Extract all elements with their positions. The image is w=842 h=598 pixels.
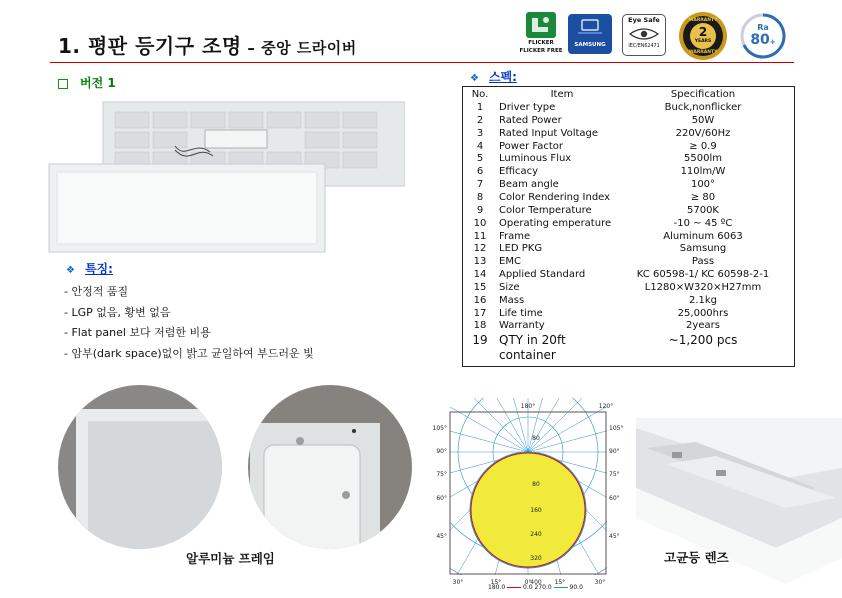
spec-no: 14 bbox=[473, 269, 487, 281]
spec-header-no: No. bbox=[471, 89, 489, 100]
title-sub: – 중앙 드라이버 bbox=[241, 39, 357, 57]
spec-item: Warranty bbox=[499, 320, 545, 332]
spec-no: 11 bbox=[473, 230, 487, 242]
spec-no: 19 bbox=[472, 333, 488, 348]
spec-value: 5500lm bbox=[684, 153, 722, 165]
spec-no: 5 bbox=[476, 153, 484, 165]
frame-back-photo bbox=[240, 385, 420, 565]
polar-angle-label: 75° bbox=[436, 471, 447, 478]
polar-radial-label: 320 bbox=[530, 555, 542, 562]
polar-distribution-diagram bbox=[430, 398, 630, 598]
diamond-bullet-icon: ❖ bbox=[66, 265, 75, 276]
spec-value: 25,000hrs bbox=[677, 307, 729, 319]
spec-item: Rated Power bbox=[499, 114, 562, 126]
spec-value: L1280×W320×H27mm bbox=[644, 281, 762, 293]
spec-value: -10 ~ 45 ºC bbox=[673, 217, 733, 229]
spec-value: Aluminum 6063 bbox=[663, 230, 743, 242]
spec-item: Color Rendering Index bbox=[499, 191, 611, 203]
spec-value: 220V/60Hz bbox=[675, 127, 731, 139]
spec-item: LED PKG bbox=[499, 243, 543, 255]
title-main: 1. 평판 등기구 조명 bbox=[58, 34, 242, 58]
spec-no: 2 bbox=[476, 114, 484, 126]
diamond-bullet-icon: ❖ bbox=[470, 73, 479, 84]
polar-angle-label: 60° bbox=[609, 495, 620, 502]
spec-item: QTY in 20ft container bbox=[499, 333, 566, 363]
spec-value: 110lm/W bbox=[680, 166, 726, 178]
spec-header-item: Item bbox=[550, 89, 574, 100]
polar-angle-label: 30° bbox=[452, 579, 464, 586]
warranty-years: YEARS bbox=[694, 39, 712, 44]
spec-heading bbox=[470, 66, 517, 85]
spec-value: 50W bbox=[691, 114, 715, 126]
spec-no: 4 bbox=[476, 140, 484, 152]
legend-blue-line bbox=[554, 587, 568, 588]
spec-value: 2.1kg bbox=[688, 294, 718, 306]
spec-item: Driver type bbox=[499, 102, 556, 113]
frame-corner-photo bbox=[50, 385, 238, 565]
polar-angle-label: 45° bbox=[436, 533, 447, 540]
spec-value: ~1,200 pcs bbox=[668, 333, 738, 348]
spec-no: 18 bbox=[473, 320, 487, 332]
spec-value: ≥ 0.9 bbox=[689, 140, 717, 152]
spec-no: 10 bbox=[473, 217, 487, 229]
legend-red-line bbox=[507, 587, 521, 588]
version-label: 버전 1 bbox=[80, 76, 116, 90]
spec-no: 8 bbox=[476, 191, 484, 203]
spec-no: 1 bbox=[476, 102, 484, 113]
features-title: 특징: bbox=[84, 262, 113, 276]
polar-angle-label: 45° bbox=[609, 533, 620, 540]
polar-radial-label: 160 bbox=[530, 507, 542, 514]
spec-item: Luminous Flux bbox=[499, 153, 572, 165]
spec-title: 스펙: bbox=[488, 70, 517, 84]
spec-item: Operating emperature bbox=[499, 217, 612, 229]
spec-table bbox=[462, 86, 795, 367]
feature-item: - 암부(dark space)없이 밝고 균일하여 부드러운 빛 bbox=[64, 346, 314, 360]
eye-icon bbox=[622, 26, 666, 42]
spec-item: Efficacy bbox=[499, 166, 539, 178]
polar-angle-label: 60° bbox=[436, 495, 447, 502]
ra80-badge bbox=[738, 12, 788, 60]
spec-value: 100° bbox=[690, 179, 716, 191]
spec-no: 12 bbox=[473, 243, 487, 255]
polar-angle-label: 120° bbox=[598, 403, 614, 410]
spec-value: ≥ 80 bbox=[690, 191, 716, 203]
feature-item: - LGP 없음, 황변 없음 bbox=[64, 305, 171, 319]
features-list bbox=[64, 282, 314, 364]
spec-item: Size bbox=[499, 281, 520, 293]
feature-item: - Flat panel 보다 저렴한 비용 bbox=[64, 326, 211, 339]
polar-angle-label: 15° bbox=[490, 579, 502, 586]
polar-angle-label: 105° bbox=[609, 425, 624, 432]
spec-no: 15 bbox=[473, 281, 487, 293]
flicker-free-logo bbox=[519, 12, 563, 60]
warranty-number: 2 bbox=[698, 25, 708, 39]
polar-angle-label: 180° bbox=[520, 403, 536, 410]
eye-safe-standard: IEC/EN62471 bbox=[628, 44, 660, 49]
spec-item: Power Factor bbox=[499, 140, 564, 152]
spec-no: 3 bbox=[476, 127, 484, 139]
product-panel-image bbox=[45, 80, 405, 260]
warranty-bottom: WARRANTY bbox=[688, 50, 718, 55]
spec-item: EMC bbox=[499, 256, 521, 268]
warranty-top: WARRANTY bbox=[688, 18, 718, 23]
polar-legend: 180.0 0.0 270.0 90.0 bbox=[488, 584, 583, 591]
spec-item: Rated Input Voltage bbox=[499, 127, 599, 139]
eye-safe-title: Eye Safe bbox=[628, 16, 660, 24]
spec-no: 13 bbox=[473, 256, 487, 268]
spec-value: Pass bbox=[691, 256, 715, 268]
frame-caption: 알루미늄 프레임 bbox=[186, 551, 275, 566]
polar-angle-label: 15° bbox=[554, 579, 566, 586]
polar-angle-label: 105° bbox=[432, 425, 447, 432]
spec-value: 2years bbox=[686, 320, 720, 332]
flicker-free-label: FLICKER FREE bbox=[519, 48, 563, 54]
spec-value: KC 60598-1/ KC 60598-2-1 bbox=[636, 269, 770, 281]
features-heading bbox=[66, 258, 113, 277]
spec-item: Mass bbox=[499, 294, 525, 306]
led-chip-icon bbox=[568, 18, 612, 38]
spec-no: 17 bbox=[473, 307, 487, 319]
spec-item: Applied Standard bbox=[499, 269, 586, 281]
spec-value: Buck,nonflicker bbox=[664, 102, 742, 113]
feature-item: - 안정적 품질 bbox=[64, 285, 129, 298]
eye-safe-logo bbox=[622, 12, 666, 60]
spec-item: Color Temperature bbox=[499, 204, 592, 216]
polar-angle-label: 90° bbox=[609, 448, 620, 455]
polar-angle-label: 0° bbox=[524, 579, 532, 586]
detail-photos bbox=[50, 385, 450, 565]
polar-angle-label: 90° bbox=[436, 448, 447, 455]
polar-radial-label: 80 bbox=[532, 435, 540, 442]
ra-label: Ra bbox=[757, 23, 769, 32]
page-title bbox=[58, 30, 357, 59]
samsung-led-logo bbox=[568, 12, 612, 60]
ra-value: 80+ bbox=[750, 32, 776, 48]
spec-value: Samsung bbox=[679, 243, 727, 255]
spec-value: 5700K bbox=[686, 204, 719, 216]
polar-radial-label: 400 bbox=[530, 579, 542, 586]
lens-caption: 고균등 렌즈 bbox=[664, 550, 729, 565]
spec-item: Frame bbox=[499, 230, 531, 242]
title-divider bbox=[50, 62, 794, 63]
spec-header-spec: Specification bbox=[670, 89, 736, 100]
samsung-label: SAMSUNG bbox=[574, 42, 606, 48]
polar-radial-label: 240 bbox=[530, 531, 542, 538]
spec-no: 9 bbox=[476, 204, 484, 216]
polar-angle-label: 30° bbox=[594, 579, 606, 586]
spec-no: 6 bbox=[476, 166, 484, 178]
spec-no: 7 bbox=[476, 179, 484, 191]
spec-item: Beam angle bbox=[499, 179, 559, 191]
polar-radial-label: 80 bbox=[532, 481, 540, 488]
warranty-badge bbox=[678, 12, 728, 60]
spec-item: Life time bbox=[499, 307, 543, 319]
polar-angle-label: 75° bbox=[609, 471, 620, 478]
flicker-label: FLICKER bbox=[528, 40, 554, 46]
spec-no: 16 bbox=[473, 294, 487, 306]
